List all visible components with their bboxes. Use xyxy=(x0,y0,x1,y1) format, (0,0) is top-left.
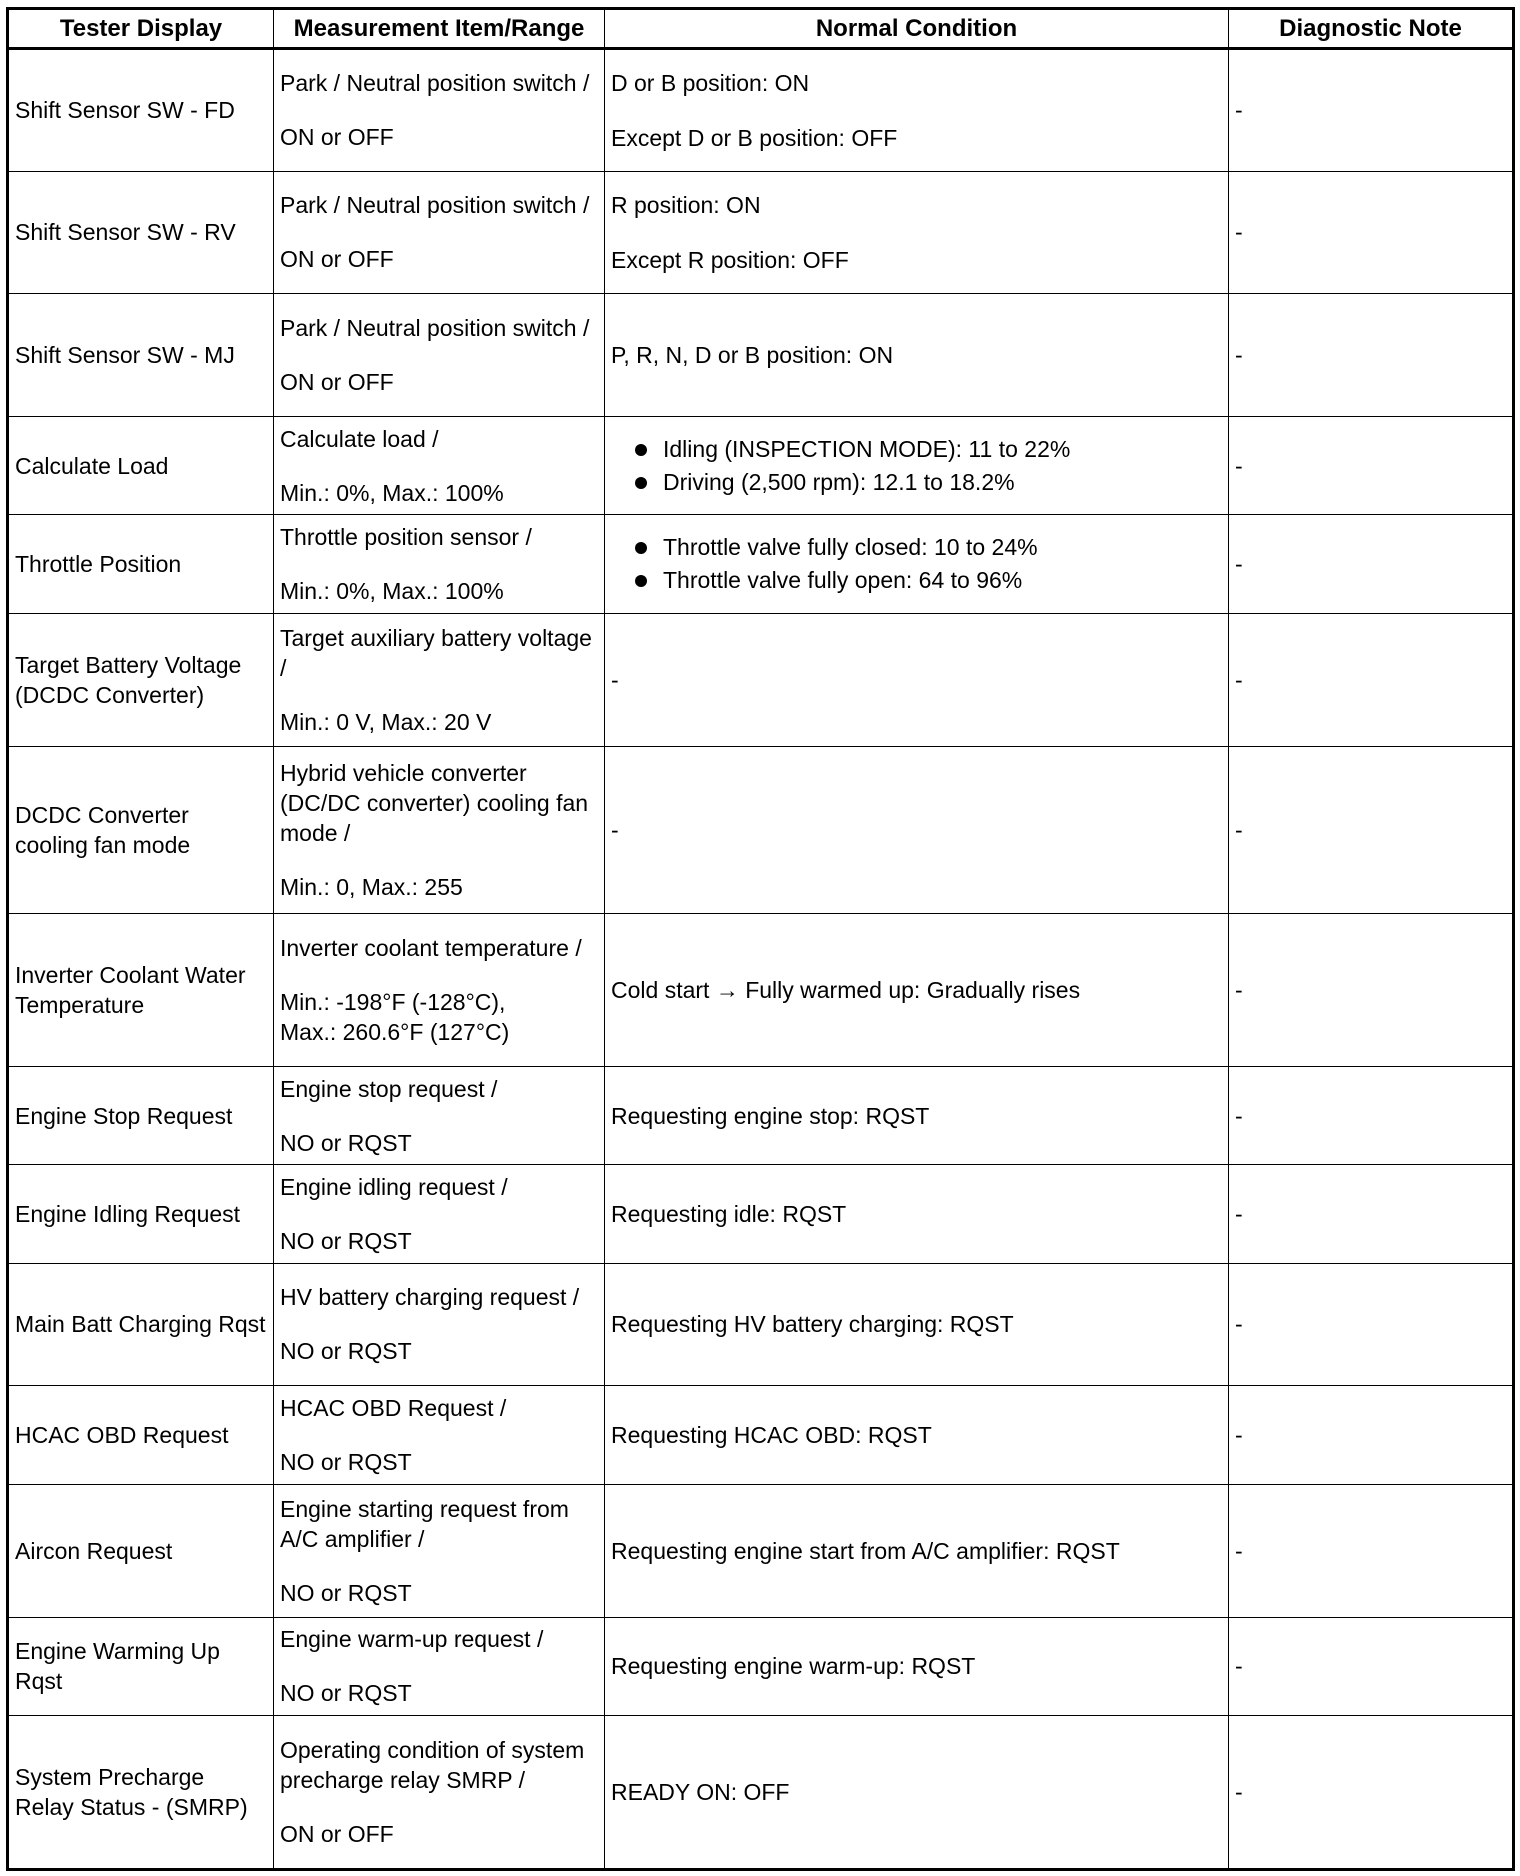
condition-text: - xyxy=(611,816,619,843)
diagnostic-note-cell: - xyxy=(1229,613,1514,746)
tester-display-cell: Engine Stop Request xyxy=(8,1067,274,1165)
table-row xyxy=(8,1484,1514,1617)
normal-condition-cell xyxy=(605,416,1229,514)
measurement-range-text: Min.: 0%, Max.: 100% xyxy=(280,577,504,604)
condition-bullet-item: Throttle valve fully closed: 10 to 24% xyxy=(635,531,1222,564)
measurement-item-text: Engine starting request from A/C amplifier / xyxy=(280,1495,569,1552)
tester-display-cell: Shift Sensor SW - RV xyxy=(8,171,274,294)
measurement-range-text: ON or OFF xyxy=(280,246,394,273)
measurement-item-cell xyxy=(274,1617,605,1715)
table-row xyxy=(8,914,1514,1067)
tester-display-cell: Throttle Position xyxy=(8,515,274,613)
measurement-item-text: Engine idling request / xyxy=(280,1174,508,1200)
tester-display-cell: Engine Warming Up Rqst xyxy=(8,1617,274,1715)
measurement-item-text: Inverter coolant temperature / xyxy=(280,935,582,962)
diagnostic-note-cell: - xyxy=(1229,294,1514,417)
condition-text: Requesting idle: RQST xyxy=(611,1201,847,1227)
condition-text: P, R, N, D or B position: ON xyxy=(611,342,894,369)
diagnostic-note-cell: - xyxy=(1229,49,1514,172)
diagnostic-note-cell: - xyxy=(1229,1165,1514,1263)
table-row xyxy=(8,294,1514,417)
measurement-item-cell xyxy=(274,294,605,417)
condition-bullet-list xyxy=(611,433,1222,499)
measurement-item-text: HV battery charging request / xyxy=(280,1284,580,1311)
spacer xyxy=(280,343,598,367)
measurement-range-text: ON or OFF xyxy=(280,369,394,396)
normal-condition-cell xyxy=(605,515,1229,613)
measurement-item-cell xyxy=(274,171,605,294)
measurement-range-text: NO or RQST xyxy=(280,1448,412,1475)
measurement-item-text: Calculate load / xyxy=(280,425,439,452)
tester-display-cell: Calculate Load xyxy=(8,416,274,514)
measurement-item-cell xyxy=(274,416,605,514)
measurement-item-text: Target auxiliary battery voltage / xyxy=(280,624,592,681)
condition-text: - xyxy=(611,666,619,693)
normal-condition-cell xyxy=(605,613,1229,746)
spacer xyxy=(280,1554,598,1578)
tester-display-cell: Inverter Coolant Water Temperature xyxy=(8,914,274,1067)
condition-text: D or B position: ON xyxy=(611,69,810,96)
condition-text: Requesting HCAC OBD: RQST xyxy=(611,1421,932,1448)
normal-condition-cell xyxy=(605,914,1229,1067)
measurement-range-text: Max.: 260.6°F (127°C) xyxy=(280,1019,510,1046)
measurement-item-cell xyxy=(274,49,605,172)
measurement-item-text: Throttle position sensor / xyxy=(280,523,532,550)
normal-condition-cell xyxy=(605,294,1229,417)
measurement-item-cell xyxy=(274,515,605,613)
condition-text: R position: ON xyxy=(611,191,761,218)
measurement-item-cell xyxy=(274,1484,605,1617)
condition-text: Requesting engine start from A/C amplifier: RQST xyxy=(611,1537,1120,1564)
condition-text: Except D or B position: OFF xyxy=(611,124,898,151)
table-row xyxy=(8,1263,1514,1386)
diagnostic-note-cell: - xyxy=(1229,746,1514,914)
normal-condition-cell xyxy=(605,1715,1229,1869)
measurement-item-text: Hybrid vehicle converter (DC/DC converter) cooling fan mode / xyxy=(280,759,589,846)
table-row xyxy=(8,1386,1514,1484)
diagnostic-note-cell: - xyxy=(1229,1386,1514,1484)
measurement-item-text: Park / Neutral position switch / xyxy=(280,315,590,342)
tester-display-cell: Engine Idling Request xyxy=(8,1165,274,1263)
measurement-range-text: Min.: 0, Max.: 255 xyxy=(280,873,463,900)
measurement-range-text: ON or OFF xyxy=(280,1820,394,1847)
condition-bullet-item: Throttle valve fully open: 64 to 96% xyxy=(635,564,1222,597)
table-row xyxy=(8,1715,1514,1869)
measurement-item-cell xyxy=(274,914,605,1067)
measurement-item-text: Engine stop request / xyxy=(280,1075,498,1102)
spacer xyxy=(280,1423,598,1447)
table-row xyxy=(8,515,1514,613)
table-row xyxy=(8,1165,1514,1263)
table-row xyxy=(8,613,1514,746)
tester-display-cell: Target Battery Voltage (DCDC Converter) xyxy=(8,613,274,746)
measurement-item-text: Park / Neutral position switch / xyxy=(280,192,590,219)
condition-text: Requesting engine warm-up: RQST xyxy=(611,1653,976,1680)
condition-text: READY ON: OFF xyxy=(611,1778,790,1805)
measurement-item-cell xyxy=(274,613,605,746)
spacer xyxy=(280,1202,598,1226)
header-measurement-item: Measurement Item/Range xyxy=(274,9,605,49)
measurement-range-text: NO or RQST xyxy=(280,1680,412,1707)
data-list-table xyxy=(6,7,1515,1871)
condition-text: Except R position: OFF xyxy=(611,246,849,273)
tester-display-cell: Aircon Request xyxy=(8,1484,274,1617)
header-row xyxy=(8,9,1514,49)
normal-condition-cell xyxy=(605,1263,1229,1386)
measurement-range-text: Min.: 0%, Max.: 100% xyxy=(280,479,504,506)
header-normal-condition: Normal Condition xyxy=(605,9,1229,49)
measurement-range-text: NO or RQST xyxy=(280,1579,412,1606)
normal-condition-cell xyxy=(605,171,1229,294)
measurement-item-text: Engine warm-up request / xyxy=(280,1626,544,1653)
tester-display-cell: HCAC OBD Request xyxy=(8,1386,274,1484)
spacer xyxy=(280,1104,598,1128)
diagnostic-note-cell: - xyxy=(1229,416,1514,514)
header-diagnostic-note: Diagnostic Note xyxy=(1229,9,1514,49)
diagnostic-note-cell: - xyxy=(1229,515,1514,613)
measurement-item-cell xyxy=(274,1715,605,1869)
spacer xyxy=(280,1654,598,1678)
normal-condition-cell xyxy=(605,1617,1229,1715)
condition-text: Requesting engine stop: RQST xyxy=(611,1102,930,1129)
spacer xyxy=(280,1312,598,1336)
tester-display-cell: Shift Sensor SW - MJ xyxy=(8,294,274,417)
normal-condition-cell xyxy=(605,1386,1229,1484)
normal-condition-cell xyxy=(605,1067,1229,1165)
diagnostic-note-cell: - xyxy=(1229,1484,1514,1617)
normal-condition-cell xyxy=(605,49,1229,172)
tester-display-cell: Shift Sensor SW - FD xyxy=(8,49,274,172)
condition-bullet-list xyxy=(611,531,1222,597)
condition-text: Cold start → Fully warmed up: Gradually rises xyxy=(611,977,1081,1004)
table-row xyxy=(8,1067,1514,1165)
measurement-item-cell xyxy=(274,746,605,914)
table-row xyxy=(8,49,1514,172)
diagnostic-note-cell: - xyxy=(1229,171,1514,294)
spacer xyxy=(280,963,598,987)
diagnostic-note-cell: - xyxy=(1229,1263,1514,1386)
normal-condition-cell xyxy=(605,746,1229,914)
measurement-item-cell xyxy=(274,1165,605,1263)
condition-bullet-item: Driving (2,500 rpm): 12.1 to 18.2% xyxy=(635,466,1222,499)
tester-display-cell: System Precharge Relay Status - (SMRP) xyxy=(8,1715,274,1869)
measurement-item-cell xyxy=(274,1386,605,1484)
diagnostic-note-cell: - xyxy=(1229,914,1514,1067)
table-row xyxy=(8,171,1514,294)
measurement-item-text: HCAC OBD Request / xyxy=(280,1394,507,1421)
table-row xyxy=(8,416,1514,514)
normal-condition-cell xyxy=(605,1484,1229,1617)
measurement-range-text: ON or OFF xyxy=(280,124,394,151)
table-row xyxy=(8,746,1514,914)
spacer xyxy=(280,220,598,244)
measurement-range-text: Min.: 0 V, Max.: 20 V xyxy=(280,708,492,735)
spacer xyxy=(280,552,598,576)
measurement-range-text: NO or RQST xyxy=(280,1129,412,1156)
spacer xyxy=(280,683,598,707)
spacer xyxy=(280,1795,598,1819)
spacer xyxy=(280,848,598,872)
header-tester-display: Tester Display xyxy=(8,9,274,49)
measurement-item-text: Operating condition of system precharge relay SMRP / xyxy=(280,1736,585,1793)
measurement-range-text: NO or RQST xyxy=(280,1228,412,1254)
measurement-range-text: NO or RQST xyxy=(280,1338,412,1365)
spacer xyxy=(280,98,598,122)
condition-bullet-item: Idling (INSPECTION MODE): 11 to 22% xyxy=(635,433,1222,466)
table-body xyxy=(8,49,1514,1870)
diagnostic-note-cell: - xyxy=(1229,1715,1514,1869)
tester-display-cell: DCDC Converter cooling fan mode xyxy=(8,746,274,914)
condition-text: Requesting HV battery charging: RQST xyxy=(611,1311,1014,1338)
measurement-range-text: Min.: -198°F (-128°C), xyxy=(280,989,506,1016)
diagnostic-note-cell: - xyxy=(1229,1617,1514,1715)
spacer xyxy=(280,454,598,478)
normal-condition-cell xyxy=(605,1165,1229,1263)
table-row xyxy=(8,1617,1514,1715)
measurement-item-text: Park / Neutral position switch / xyxy=(280,70,590,97)
diagnostic-note-cell: - xyxy=(1229,1067,1514,1165)
measurement-item-cell xyxy=(274,1263,605,1386)
measurement-item-cell xyxy=(274,1067,605,1165)
tester-display-cell: Main Batt Charging Rqst xyxy=(8,1263,274,1386)
